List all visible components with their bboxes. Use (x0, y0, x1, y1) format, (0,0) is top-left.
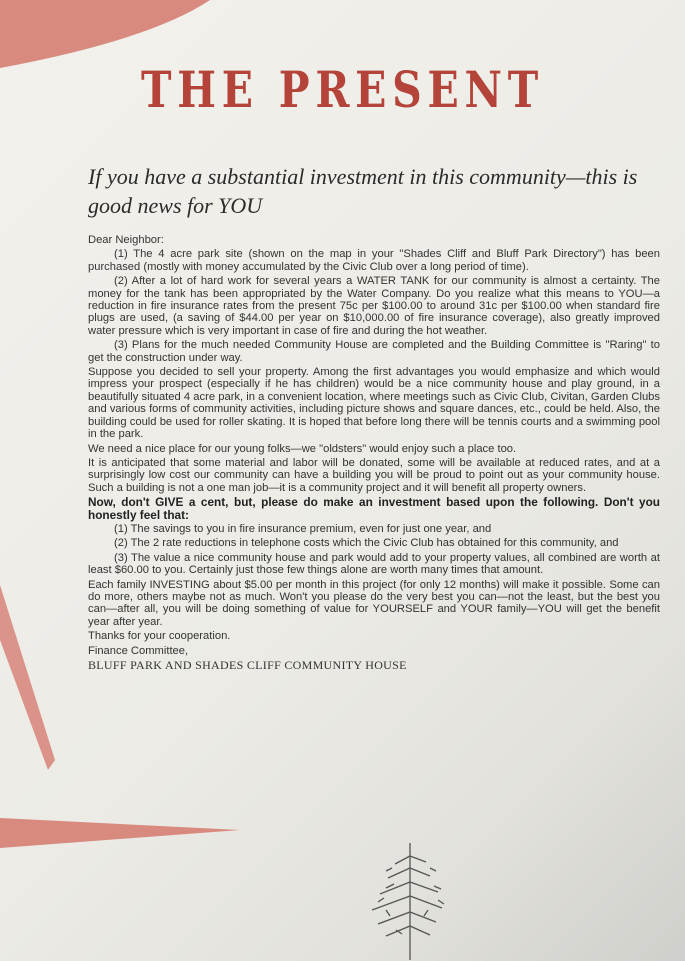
closing-line: Thanks for your cooperation. (88, 630, 231, 643)
list-item-fire-savings: (1) The savings to you in fire insurance premium, even for just one year, and (114, 522, 492, 535)
paragraph-community-house-plans: (3) Plans for the much needed Community House are completed and the Building Committee is "Raring" to get the construction under way. (88, 339, 660, 364)
pine-tree-icon (350, 838, 460, 961)
paragraph-investment-appeal: Now, don't GIVE a cent, but, please do make an investment based upon the following. Don't you honestly feel that: (88, 495, 660, 522)
left-red-streak (0, 585, 55, 770)
salutation: Dear Neighbor: (88, 234, 164, 246)
list-item-telephone-rates: (2) The 2 rate reductions in telephone costs which the Civic Club has obtained for this community, and (114, 537, 619, 550)
paragraph-young-folks: We need a nice place for our young folks—we "oldsters" would enjoy such a place too. (88, 442, 517, 455)
top-red-swoosh (0, 0, 210, 68)
headline: If you have a substantial investment in this community—this is good news for YOU (88, 164, 638, 218)
page-title: THE PRESENT (141, 60, 544, 119)
paragraph-donations: It is anticipated that some material and labor will be donated, some will be available at reduced rates, and at a surprisingly low cost our community can have a building you will be proud to point out as your community house. Such a building is not a one man job—it is a community project and it will benefit all property owners. (88, 456, 660, 494)
paragraph-sell-property: Suppose you decided to sell your property. Among the first advantages you would emphasize and which would impress your prospect (especially if he has children) would be a nice community house and play ground, in a beautifully situated 4 acre park, in a convenient location, where meetings such as Civic Club, Civitan, Garden Clubs and various forms of community activities, including picture shows and square dances, etc., could be held. Also, the building could be used for roller skating. It is hoped that before long there will be tennis courts and a swimming pool in the park. (88, 366, 660, 441)
paragraph-park-site: (1) The 4 acre park site (shown on the map in your "Shades Cliff and Bluff Park Directory") has been purchased (mostly with money accumulated by the Civic Club over a long period of time). (88, 248, 660, 273)
list-item-property-value: (3) The value a nice community house and park would add to your property values, all combined are worth at least $60.00 to you. Certainly just those few things alone are worth many times that amount. (88, 551, 660, 577)
bottom-red-band (0, 818, 240, 848)
paragraph-water-tank: (2) After a lot of hard work for several years a WATER TANK for our community is almost a certainty. The money for the tank has been appropriated by the Water Company. Do you realize what this means to YOU—a reduction in fire insurance rates from the present 75c per $100.00 to around 31c per $100.00 when standard fire plugs are used, (a saving of $44.00 per year on $10,000.00 of fire insurance coverage), also greatly improved water pressure which is very important in case of fire and during the hot weather. (88, 275, 660, 337)
signature-organization: BLUFF PARK AND SHADES CLIFF COMMUNITY HOUSE (88, 658, 407, 672)
paragraph-family-investing: Each family INVESTING about $5.00 per month in this project (for only 12 months) will make it possible. Some can do more, others maybe not as much. Won't you please do the very best you can—not the least, but the best you can—after all, you will be doing something of value for YOURSELF and YOUR family—YOU will get the benefit year after year. (88, 578, 660, 628)
signature-committee: Finance Committee, (88, 644, 189, 657)
letter-body (88, 234, 660, 673)
